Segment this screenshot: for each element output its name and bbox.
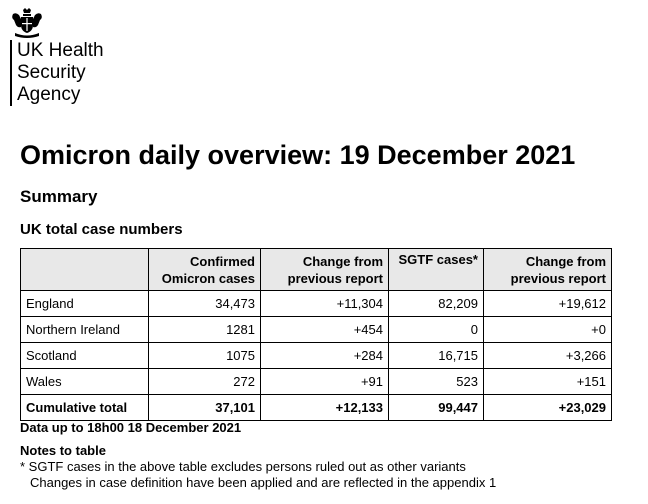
notes-heading: Notes to table	[20, 443, 106, 458]
table-row	[21, 291, 612, 317]
cell-region: Wales	[21, 369, 149, 395]
note-item: Changes in case definition have been applied and are reflected in the appendix 1	[30, 475, 497, 490]
table-heading: UK total case numbers	[20, 221, 183, 238]
note-item: * SGTF cases in the above table excludes persons ruled out as other variants	[20, 459, 466, 474]
cell-sgtf-change: +151	[484, 369, 612, 395]
column-header-sgtf-change: Change from previous report	[484, 249, 612, 291]
cell-confirmed: 272	[149, 369, 261, 395]
cell-confirmed: 1281	[149, 317, 261, 343]
logo-divider	[10, 40, 12, 106]
cell-total-label: Cumulative total	[21, 395, 149, 421]
data-cutoff-note: Data up to 18h00 18 December 2021	[20, 420, 242, 435]
cell-total-change: +12,133	[261, 395, 389, 421]
cell-sgtf: 16,715	[389, 343, 484, 369]
page-title: Omicron daily overview: 19 December 2021	[20, 140, 576, 170]
cell-sgtf: 82,209	[389, 291, 484, 317]
column-header-confirmed: Confirmed Omicron cases	[149, 249, 261, 291]
summary-heading: Summary	[20, 187, 98, 206]
column-header-region	[21, 249, 149, 291]
cell-sgtf: 523	[389, 369, 484, 395]
table-total-row	[21, 395, 612, 421]
cell-total-sgtf: 99,447	[389, 395, 484, 421]
cell-total-confirmed: 37,101	[149, 395, 261, 421]
cell-confirmed: 34,473	[149, 291, 261, 317]
cell-sgtf: 0	[389, 317, 484, 343]
cell-change: +91	[261, 369, 389, 395]
cell-sgtf-change: +3,266	[484, 343, 612, 369]
cell-confirmed: 1075	[149, 343, 261, 369]
cell-change: +454	[261, 317, 389, 343]
org-line: Security	[17, 62, 86, 83]
cell-region: Northern Ireland	[21, 317, 149, 343]
column-header-change: Change from previous report	[261, 249, 389, 291]
cell-region: Scotland	[21, 343, 149, 369]
cell-sgtf-change: +0	[484, 317, 612, 343]
cell-change: +284	[261, 343, 389, 369]
table-row	[21, 317, 612, 343]
cell-sgtf-change: +19,612	[484, 291, 612, 317]
royal-crest-icon	[10, 8, 44, 38]
cell-change: +11,304	[261, 291, 389, 317]
column-header-sgtf: SGTF cases*	[389, 249, 484, 291]
table-row	[21, 369, 612, 395]
case-numbers-table	[20, 248, 612, 421]
cell-total-sgtf-change: +23,029	[484, 395, 612, 421]
org-logo-text	[17, 40, 104, 106]
org-line: UK Health	[17, 40, 104, 61]
table-row	[21, 343, 612, 369]
table-header-row	[21, 249, 612, 291]
org-line: Agency	[17, 84, 81, 105]
cell-region: England	[21, 291, 149, 317]
